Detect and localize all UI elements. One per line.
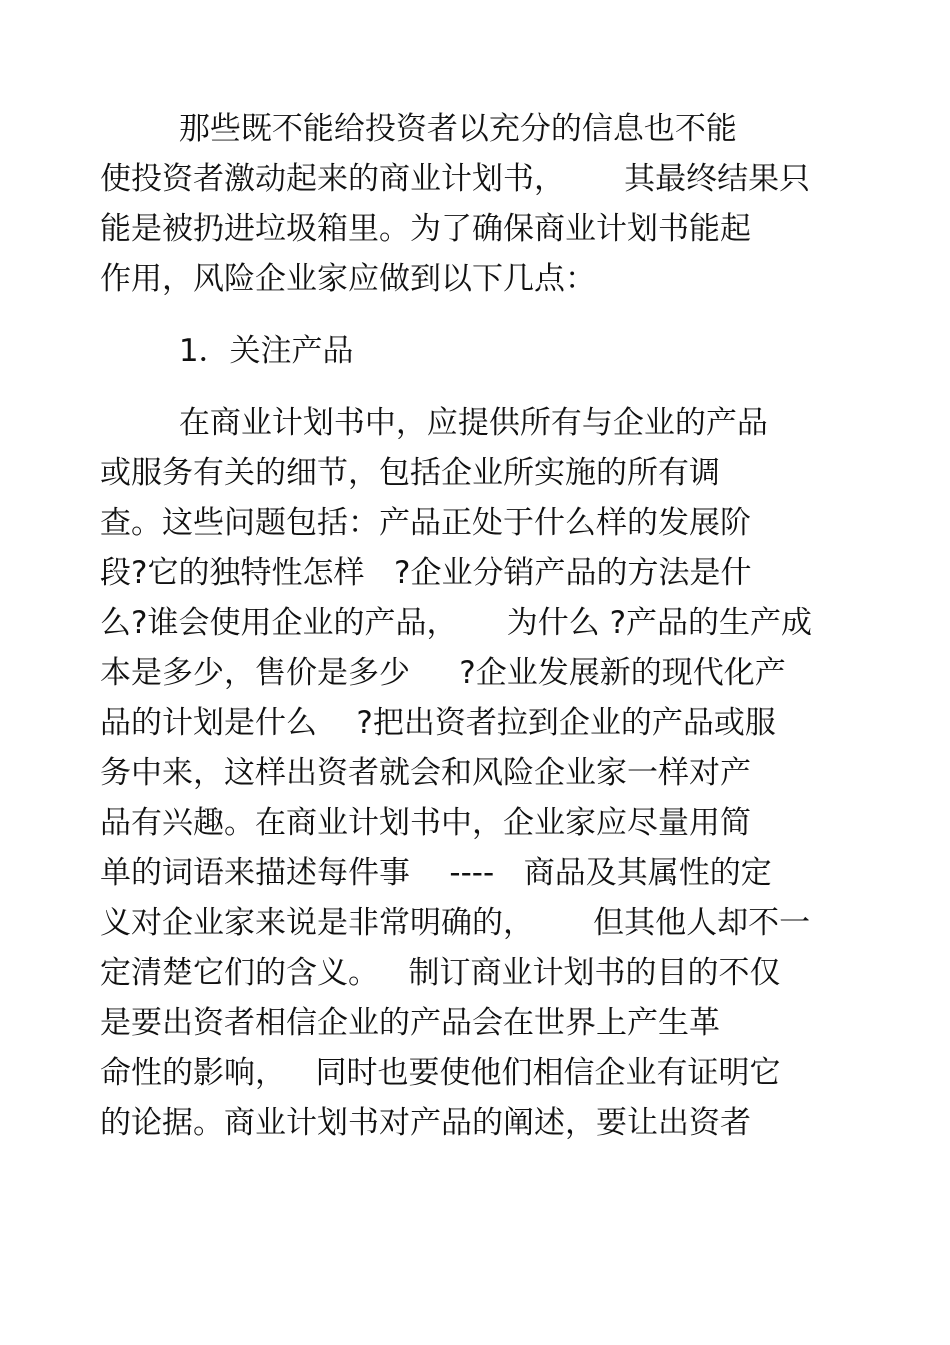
paragraph-2-line-7: 品的计划是什么 ?把出资者拉到企业的产品或服: [100, 705, 776, 741]
paragraph-2-line-1: 在商业计划书中，应提供所有与企业的产品: [100, 405, 768, 441]
paragraph-2-line-15: 的论据。商业计划书对产品的阐述，要让出资者: [100, 1105, 751, 1141]
paragraph-2-line-8: 务中来，这样出资者就会和风险企业家一样对产: [100, 755, 751, 791]
paragraph-2-line-12: 定清楚它们的含义。 制订商业计划书的目的不仅: [100, 955, 781, 991]
paragraph-1-line-4: 作用，风险企业家应做到以下几点：: [100, 261, 596, 297]
paragraph-2-line-14: 命性的影响， 同时也要使他们相信企业有证明它: [100, 1055, 781, 1091]
paragraph-2-line-5: 么?谁会使用企业的产品， 为什么 ?产品的生产成: [100, 605, 813, 641]
paragraph-2-line-11: 义对企业家来说是非常明确的， 但其他人却不一: [100, 905, 811, 941]
paragraph-2-line-13: 是要出资者相信企业的产品会在世界上产生革: [100, 1005, 720, 1041]
paragraph-2-line-6: 本是多少，售价是多少 ?企业发展新的现代化产: [100, 655, 786, 691]
paragraph-2-line-10: 单的词语来描述每件事 ---- 商品及其属性的定: [100, 855, 772, 891]
paragraph-2-line-9: 品有兴趣。在商业计划书中，企业家应尽量用简: [100, 805, 751, 841]
paragraph-2-line-3: 查。这些问题包括：产品正处于什么样的发展阶: [100, 505, 751, 541]
section-heading: 1．关注产品: [100, 333, 354, 369]
paragraph-1-line-2: 使投资者激动起来的商业计划书， 其最终结果只: [100, 161, 811, 197]
paragraph-2-line-2: 或服务有关的细节，包括企业所实施的所有调: [100, 455, 720, 491]
paragraph-2-line-4: 段?它的独特性怎样 ?企业分销产品的方法是什: [100, 555, 752, 591]
paragraph-1-line-1: 那些既不能给投资者以充分的信息也不能: [100, 111, 737, 147]
paragraph-1-line-3: 能是被扔进垃圾箱里。为了确保商业计划书能起: [100, 211, 751, 247]
